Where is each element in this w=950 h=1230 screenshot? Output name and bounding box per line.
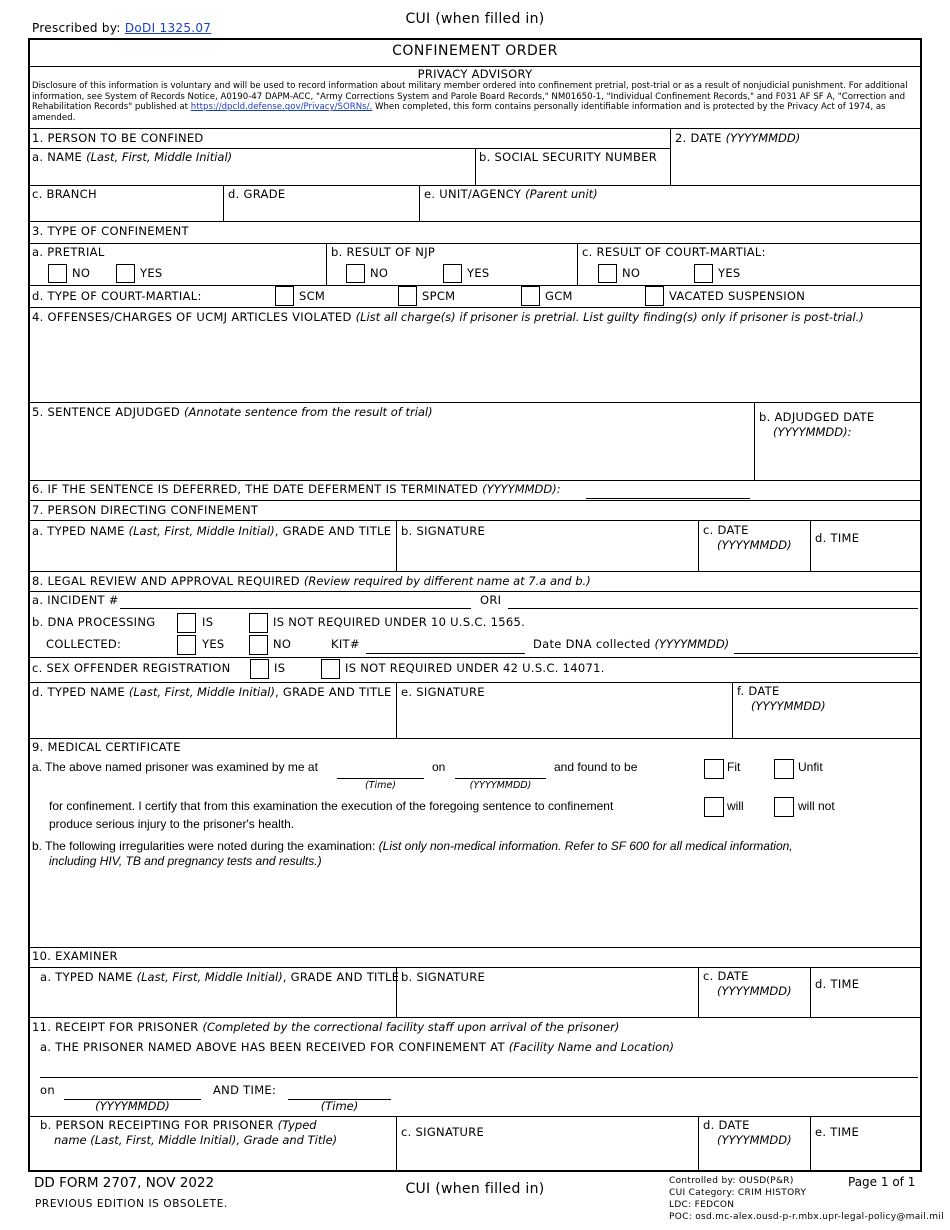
controlled-by: Controlled by: OUSD(P&R) [669, 1176, 794, 1186]
cm-no-checkbox[interactable] [598, 264, 617, 283]
dna-date-input[interactable] [736, 637, 918, 654]
medical-line-b: b. The following irregularities were noted during the examination: (List only non-medical information. Refer to SF 600 for all medical information, [32, 839, 793, 853]
s8-date-hint: (YYYYMMDD) [751, 699, 826, 713]
s11-date-hint: (YYYYMMDD) [717, 1133, 792, 1147]
s10-date-input[interactable] [703, 999, 810, 1017]
grade-label: d. GRADE [228, 187, 286, 201]
dna-is-checkbox[interactable] [177, 613, 196, 633]
section-10-title: 10. EXAMINER [32, 949, 118, 963]
sentence-textarea[interactable] [32, 422, 752, 480]
s11-date-input[interactable] [703, 1150, 810, 1170]
dna-is-label: IS [202, 615, 214, 629]
kit-input[interactable] [368, 637, 525, 654]
type-cm-label: d. TYPE OF COURT-MARTIAL: [32, 289, 202, 303]
privacy-advisory-text: Disclosure of this information is voluntary and will be used to record information about military member ordered into confinement pretrial, post-trial or as a result of nonjudicial punishment. For additional information, see System of Records Notice, A0190-47 DAPM-ACC, "Army Corrections System and Parole Board Records," NM01650-1, "Individual Confinement Records," and F031 AF SF A, "Correction and Rehabilitation Records" published at https://dpcld.defense.gov/Privacy/SORNs/. When completed, this form contains personally identifiable information and is protected by the Privacy Act of 1974, as amended. [32, 81, 908, 123]
s11-time-label: e. TIME [815, 1125, 860, 1139]
sex-offender-label: c. SEX OFFENDER REGISTRATION [32, 661, 231, 675]
s8-signature-label: e. SIGNATURE [401, 685, 485, 699]
section-9-title: 9. MEDICAL CERTIFICATE [32, 740, 181, 754]
vacated-label: VACATED SUSPENSION [669, 289, 806, 303]
person-receipting-hint: name (Last, First, Middle Initial), Grade and Title) [54, 1133, 338, 1147]
incident-input[interactable] [122, 593, 471, 609]
section-11-title: 11. RECEIPT FOR PRISONER (Completed by the correctional facility staff upon arrival of the prisoner) [32, 1020, 620, 1034]
name-label: a. NAME (Last, First, Middle Initial) [32, 150, 233, 164]
s10-time-input[interactable] [815, 995, 919, 1015]
exam-date-hint: (YYYYMMDD) [469, 780, 532, 791]
sor-is-not-checkbox[interactable] [321, 659, 340, 679]
s11-time-input[interactable] [815, 1145, 919, 1169]
ssn-input[interactable] [479, 166, 671, 186]
for-confinement-text: for confinement. I certify that from this examination the execution of the foregoing sentence to confinement [49, 799, 614, 813]
incident-label: a. INCIDENT # [32, 593, 119, 607]
s10-typed-name-input[interactable] [40, 990, 396, 1016]
s11-signature-field[interactable] [401, 1141, 695, 1169]
adjudged-date-hint: (YYYYMMDD): [773, 425, 852, 439]
unit-input[interactable] [424, 202, 918, 222]
dna-collected-label: COLLECTED: [46, 637, 122, 651]
person-receipting-label: b. PERSON RECEIPTING FOR PRISONER (Typed [40, 1118, 317, 1132]
ldc: LDC: FEDCON [669, 1200, 735, 1210]
page-number: Page 1 of 1 [848, 1175, 916, 1189]
dna-processing-label: b. DNA PROCESSING [32, 615, 156, 629]
njp-no-checkbox[interactable] [346, 264, 365, 283]
person-receipting-input[interactable] [40, 1149, 396, 1171]
pretrial-label: a. PRETRIAL [32, 245, 105, 259]
s10-date-label: c. DATE [703, 969, 749, 983]
adjudged-date-input[interactable] [759, 445, 919, 477]
facility-input[interactable] [42, 1059, 918, 1077]
exam-time-input[interactable] [339, 762, 426, 779]
date-field-label: 2. DATE (YYYYMMDD) [675, 131, 801, 145]
s8-date-input[interactable] [737, 716, 919, 736]
adjudged-date-label: b. ADJUDGED DATE [759, 410, 875, 424]
s7-date-input[interactable] [703, 553, 810, 571]
court-martial-label: c. RESULT OF COURT-MARTIAL: [582, 245, 766, 259]
cui-marking-top: CUI (when filled in) [405, 11, 545, 27]
scm-label: SCM [299, 289, 326, 303]
section-6-title: 6. IF THE SENTENCE IS DEFERRED, THE DATE DEFERMENT IS TERMINATED (YYYYMMDD): [32, 482, 561, 496]
gcm-checkbox[interactable] [521, 286, 540, 306]
s10-signature-field[interactable] [401, 986, 695, 1014]
form-number: DD FORM 2707, NOV 2022 [34, 1175, 215, 1191]
s7-date-label: c. DATE [703, 523, 749, 537]
dna-date-label: Date DNA collected (YYYYMMDD) [533, 637, 730, 651]
cm-yes-checkbox[interactable] [694, 264, 713, 283]
receipt-time-input[interactable] [290, 1083, 393, 1100]
will-label: will [727, 799, 744, 813]
deferment-date-input[interactable] [588, 482, 752, 499]
pretrial-no-label: NO [72, 266, 91, 280]
s11-date-label: d. DATE [703, 1118, 750, 1132]
branch-label: c. BRANCH [32, 187, 97, 201]
s7-time-label: d. TIME [815, 531, 860, 545]
section-3-title: 3. TYPE OF CONFINEMENT [32, 224, 189, 238]
cui-marking-bottom: CUI (when filled in) [405, 1181, 545, 1197]
pretrial-no-checkbox[interactable] [48, 264, 67, 283]
s10-typed-name-label: a. TYPED NAME (Last, First, Middle Initial), GRADE AND TITLE [40, 970, 400, 984]
dna-yes-checkbox[interactable] [177, 635, 196, 655]
ssn-label: b. SOCIAL SECURITY NUMBER [479, 150, 658, 164]
cm-no-label: NO [622, 266, 641, 280]
irregularities-textarea[interactable] [32, 872, 920, 948]
received-at-label: a. THE PRISONER NAMED ABOVE HAS BEEN RECEIVED FOR CONFINEMENT AT (Facility Name and Location) [40, 1040, 674, 1054]
dna-no-checkbox[interactable] [249, 635, 268, 655]
found-to-be-label: and found to be [554, 760, 638, 774]
section-5-title: 5. SENTENCE ADJUDGED (Annotate sentence from the result of trial) [32, 405, 433, 419]
cm-yes-label: YES [718, 266, 741, 280]
prescribed-label: Prescribed by: [32, 21, 121, 35]
cui-category: CUI Category: CRIM HISTORY [669, 1188, 807, 1198]
branch-input[interactable] [32, 202, 222, 222]
sor-is-label: IS [274, 661, 286, 675]
medical-line-a: a. The above named prisoner was examined by me at [32, 760, 318, 774]
will-checkbox[interactable] [704, 797, 724, 817]
s10-date-hint: (YYYYMMDD) [717, 984, 792, 998]
s7-typed-name-label: a. TYPED NAME (Last, First, Middle Initial), GRADE AND TITLE [32, 524, 392, 538]
section-8-title: 8. LEGAL REVIEW AND APPROVAL REQUIRED (Review required by different name at 7.a and b.) [32, 574, 591, 588]
sor-is-checkbox[interactable] [250, 659, 269, 679]
s7-date-hint: (YYYYMMDD) [717, 538, 792, 552]
s8-signature-field[interactable] [401, 702, 729, 734]
dna-is-not-checkbox[interactable] [249, 613, 268, 633]
and-time-label: AND TIME: [213, 1083, 277, 1097]
receipt-on-label: on [40, 1083, 55, 1097]
exam-time-hint: (Time) [365, 780, 396, 791]
fit-label: Fit [727, 760, 741, 774]
s8-date-label: f. DATE [737, 684, 780, 698]
exam-date-input[interactable] [457, 762, 548, 779]
njp-no-label: NO [370, 266, 389, 280]
dodi-link[interactable]: DoDI 1325.07 [124, 21, 212, 35]
sorn-link[interactable]: https://dpcld.defense.gov/Privacy/SORNs/. [190, 102, 373, 113]
s7-typed-name-input[interactable] [32, 545, 396, 569]
spcm-label: SPCM [422, 289, 456, 303]
s7-signature-field[interactable] [401, 540, 695, 568]
njp-yes-checkbox[interactable] [443, 264, 462, 283]
produce-injury-text: produce serious injury to the prisoner's health. [49, 817, 295, 831]
ori-input[interactable] [510, 593, 918, 609]
receipt-date-input[interactable] [66, 1083, 203, 1100]
receipt-date-hint: (YYYYMMDD) [95, 1099, 170, 1113]
kit-label: KIT# [331, 637, 360, 651]
njp-yes-label: YES [467, 266, 490, 280]
s8-typed-name-label: d. TYPED NAME (Last, First, Middle Initial), GRADE AND TITLE [32, 685, 392, 699]
section-7-title: 7. PERSON DIRECTING CONFINEMENT [32, 503, 259, 517]
s10-time-label: d. TIME [815, 977, 860, 991]
s7-time-input[interactable] [815, 549, 919, 569]
medical-line-b-hint: including HIV, TB and pregnancy tests and results.) [49, 854, 322, 868]
dna-is-not-label: IS NOT REQUIRED UNDER 10 U.S.C. 1565. [273, 615, 526, 629]
njp-label: b. RESULT OF NJP [331, 245, 436, 259]
will-not-checkbox[interactable] [774, 797, 794, 817]
grade-input[interactable] [228, 202, 418, 222]
poc: POC: osd.mc-alex.ousd-p-r.mbx.upr-legal-policy@mail.mil [669, 1212, 944, 1222]
date-input[interactable] [675, 150, 919, 182]
privacy-advisory-title: PRIVACY ADVISORY [417, 67, 533, 81]
previous-edition-note: PREVIOUS EDITION IS OBSOLETE. [35, 1198, 228, 1210]
s11-signature-label: c. SIGNATURE [401, 1125, 485, 1139]
receipt-time-hint: (Time) [320, 1099, 359, 1113]
pretrial-yes-label: YES [140, 266, 163, 280]
s8-typed-name-input[interactable] [32, 708, 396, 734]
offenses-textarea[interactable] [32, 326, 920, 402]
dna-no-label: NO [273, 637, 292, 651]
spcm-checkbox[interactable] [398, 286, 417, 306]
exam-on-label: on [432, 760, 446, 774]
unfit-checkbox[interactable] [774, 759, 794, 779]
dna-yes-label: YES [202, 637, 225, 651]
fit-checkbox[interactable] [704, 759, 724, 779]
pretrial-yes-checkbox[interactable] [116, 264, 135, 283]
will-not-label: will not [798, 799, 835, 813]
scm-checkbox[interactable] [275, 286, 294, 306]
section-1-title: 1. PERSON TO BE CONFINED [32, 131, 204, 145]
unfit-label: Unfit [798, 760, 823, 774]
sor-is-not-label: IS NOT REQUIRED UNDER 42 U.S.C. 14071. [345, 661, 605, 675]
s7-signature-label: b. SIGNATURE [401, 524, 486, 538]
s10-signature-label: b. SIGNATURE [401, 970, 486, 984]
unit-label: e. UNIT/AGENCY (Parent unit) [424, 187, 598, 201]
name-input[interactable] [32, 166, 474, 186]
form-title: CONFINEMENT ORDER [392, 43, 558, 59]
section-4-title: 4. OFFENSES/CHARGES OF UCMJ ARTICLES VIOLATED (List all charge(s) if prisoner is pretrial. List guilty finding(s) only if prisoner is post-trial.) [32, 310, 864, 324]
ori-label: ORI [480, 593, 502, 607]
gcm-label: GCM [545, 289, 573, 303]
vacated-checkbox[interactable] [645, 286, 664, 306]
